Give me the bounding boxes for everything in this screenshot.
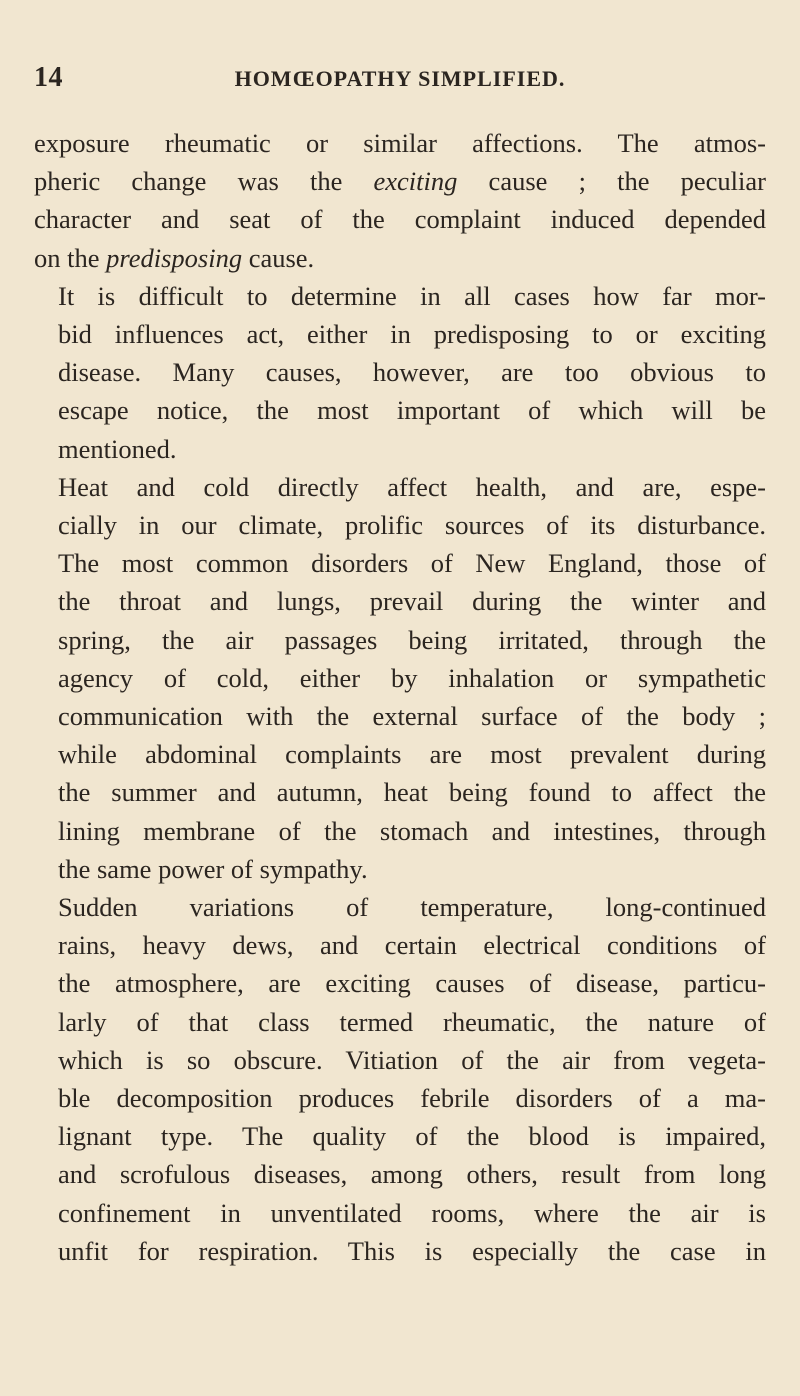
paragraph (34, 888, 766, 1270)
text-line: communication with the external surface of the body ; (58, 701, 766, 732)
text-line: on the predisposing cause. (34, 242, 315, 273)
body-text (34, 124, 766, 1270)
text-line: agency of cold, either by inhalation or sympathetic (58, 662, 766, 693)
text-line: Sudden variations of temperature, long-continued (58, 892, 766, 923)
text-line: character and seat of the complaint induced depended (34, 204, 766, 235)
text-line: exposure rheumatic or similar affections. The atmos- (34, 128, 766, 158)
text-line: bid influences act, either in predisposing to or exciting (58, 319, 766, 350)
text-line: and scrofulous diseases, among others, result from long (58, 1159, 766, 1190)
text-line: confinement in unventilated rooms, where the air is (58, 1197, 766, 1228)
text-line: ble decomposition produces febrile disorders of a ma- (58, 1083, 766, 1114)
emphasis-predisposing: predisposing (106, 242, 243, 273)
book-page (0, 62, 800, 1396)
text-line: unfit for respiration. This is especially the case in (58, 1235, 766, 1266)
text-line: Heat and cold directly affect health, and are, espe- (58, 471, 766, 502)
text-line: pheric change was the exciting cause ; the peculiar (34, 166, 766, 197)
text-line: cially in our climate, prolific sources of its disturbance. (58, 510, 766, 541)
running-title: HOMŒOPATHY SIMPLIFIED. (234, 66, 566, 91)
text-line: escape notice, the most important of which will be (58, 395, 766, 426)
paragraph (34, 277, 766, 468)
text-line: It is difficult to determine in all cases how far mor- (58, 280, 766, 311)
text-line: spring, the air passages being irritated, through the (58, 624, 766, 655)
page-number: 14 (34, 62, 63, 93)
text-line: which is so obscure. Vitiation of the air from vegeta- (58, 1044, 766, 1075)
text-line: disease. Many causes, however, are too obvious to (58, 357, 766, 388)
text-line: lining membrane of the stomach and intestines, through (58, 815, 766, 846)
text-line: the same power of sympathy. (58, 853, 368, 884)
text-line: lignant type. The quality of the blood is impaired, (58, 1121, 766, 1152)
paragraph (34, 468, 766, 888)
text-line: the throat and lungs, prevail during the winter and (58, 586, 766, 617)
text-line: while abdominal complaints are most prevalent during (58, 739, 766, 770)
text-line: The most common disorders of New England, those of (58, 548, 766, 579)
text-line: mentioned. (58, 433, 177, 464)
text-line: the summer and autumn, heat being found to affect the (58, 777, 766, 808)
text-line: rains, heavy dews, and certain electrical conditions of (58, 930, 766, 961)
text-line: larly of that class termed rheumatic, the nature of (58, 1006, 766, 1037)
text-line: the atmosphere, are exciting causes of disease, particu- (58, 968, 766, 999)
emphasis-exciting: exciting (373, 166, 458, 197)
paragraph (34, 124, 766, 277)
running-head (34, 62, 766, 102)
